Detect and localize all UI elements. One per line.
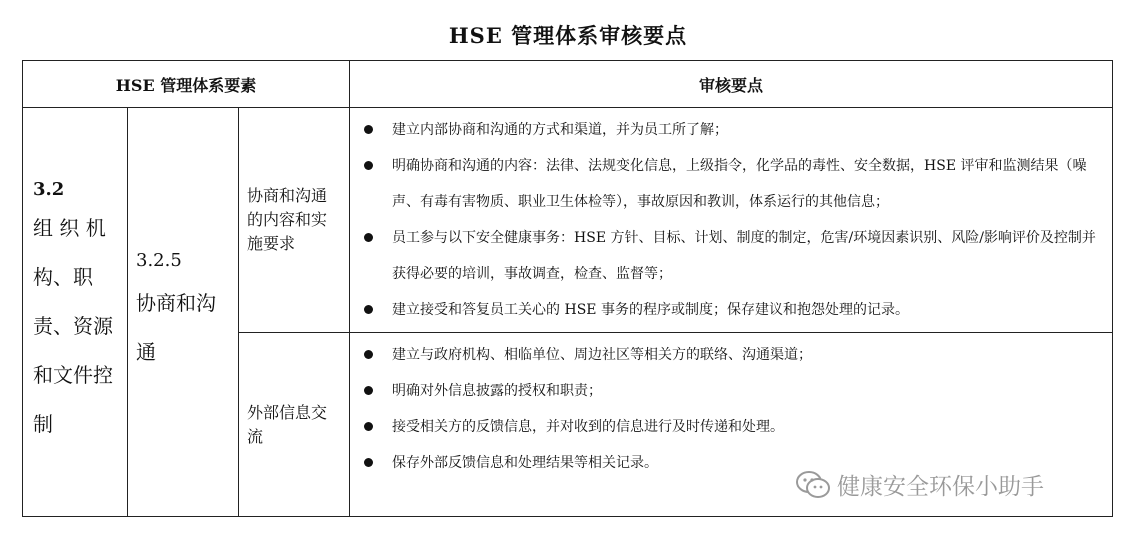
bullet-icon — [364, 350, 373, 359]
element-number: 3.2 — [33, 178, 65, 200]
subelement-name: 协商和沟通 — [136, 291, 216, 364]
bullet-icon — [364, 386, 373, 395]
point-text: 建立接受和答复员工关心的 HSE 事务的程序或制度；保存建议和抱怨处理的记录。 — [392, 302, 909, 318]
watermark-text: 健康安全环保小助手 — [837, 474, 1044, 500]
table-header-row — [23, 61, 1113, 108]
list-item — [364, 373, 1102, 409]
point-text: 明确对外信息披露的授权和职责； — [392, 383, 603, 399]
header-element: HSE 管理体系要素 — [23, 61, 350, 108]
bullet-list — [364, 337, 1102, 481]
list-item — [364, 112, 1102, 148]
bullet-icon — [364, 161, 373, 170]
bullet-icon — [364, 125, 373, 134]
list-item — [364, 337, 1102, 373]
list-item — [364, 409, 1102, 445]
table-row — [23, 108, 1113, 333]
element-cell — [23, 108, 128, 517]
header-audit-points: 审核要点 — [350, 61, 1113, 108]
point-text: 建立内部协商和沟通的方式和渠道，并为员工所了解； — [392, 122, 729, 138]
points-cell — [350, 108, 1113, 333]
bullet-icon — [364, 422, 373, 431]
element-name: 组 织 机构、职责、资源和文件控制 — [33, 215, 113, 436]
bullet-icon — [364, 305, 373, 314]
point-text: 保存外部反馈信息和处理结果等相关记录。 — [392, 455, 659, 471]
point-text: 明确协商和沟通的内容：法律、法规变化信息，上级指令，化学品的毒性、安全数据，HSE 评审和监测结果（噪声、有毒有害物质、职业卫生体检等），事故原因和教训，体系运行的其他信息； — [392, 158, 1087, 210]
watermark — [795, 468, 1044, 501]
bullet-icon — [364, 458, 373, 467]
point-text: 员工参与以下安全健康事务：HSE 方针、目标、计划、制度的制定，危害/环境因素识别、风险/影响评价及控制并获得必要的培训，事故调查，检查、监督等； — [392, 230, 1096, 282]
topic-cell: 外部信息交流 — [239, 333, 350, 517]
bullet-icon — [364, 233, 373, 242]
wechat-icon — [795, 470, 831, 500]
topic-cell: 协商和沟通的内容和实施要求 — [239, 108, 350, 333]
audit-table — [22, 60, 1113, 517]
bullet-list — [364, 112, 1102, 328]
point-text: 接受相关方的反馈信息，并对收到的信息进行及时传递和处理。 — [392, 419, 785, 435]
subelement-number: 3.2.5 — [136, 250, 182, 271]
subelement-cell — [128, 108, 239, 517]
document-title: HSE 管理体系审核要点 — [448, 23, 688, 48]
point-text: 建立与政府机构、相临单位、周边社区等相关方的联络、沟通渠道； — [392, 347, 813, 363]
list-item — [364, 220, 1102, 292]
list-item — [364, 292, 1102, 328]
list-item — [364, 148, 1102, 220]
